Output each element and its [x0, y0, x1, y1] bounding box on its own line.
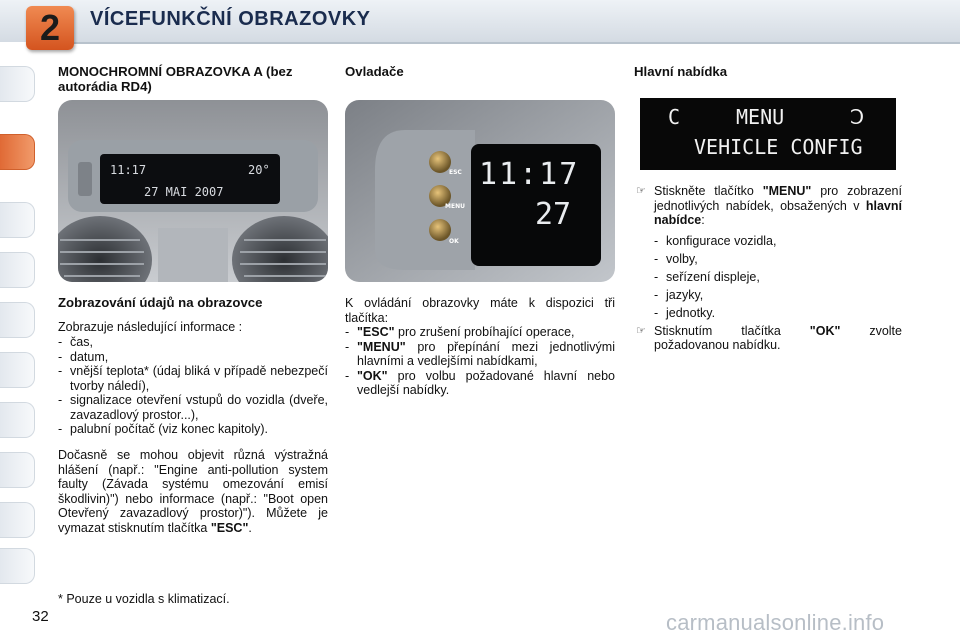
side-tab-5[interactable] — [0, 302, 35, 338]
side-tab-8[interactable] — [0, 452, 35, 488]
section-heading-main-menu: Hlavní nabídka — [634, 64, 728, 79]
footnote: * Pouze u vozidla s klimatizací. — [58, 592, 230, 606]
side-tab-9[interactable] — [0, 502, 35, 538]
list-item: - vnější teplota* (údaj bliká v případě nebezpečí tvorby náledí), — [58, 364, 328, 393]
page-title: VÍCEFUNKČNÍ OBRAZOVKY — [90, 8, 371, 30]
display-menu-text: MENU — [736, 105, 785, 129]
list-item: - jazyky, — [654, 287, 704, 302]
side-tab-1[interactable] — [0, 66, 35, 102]
page-number: 32 — [32, 608, 49, 625]
watermark: carmanualsonline.info — [666, 610, 885, 635]
controls-photo — [345, 100, 615, 282]
list-item: - volby, — [654, 251, 698, 266]
col3-text — [636, 184, 902, 353]
subheading-display-info: Zobrazování údajů na obrazovce — [58, 295, 263, 310]
list-item: - signalizace otevření vstupů do vozidla (dveře, zavazadlový prostor...), — [58, 393, 328, 422]
list-item: - "ESC" pro zrušení probíhající operace, — [345, 325, 575, 339]
display-temp: 20° — [248, 163, 270, 177]
side-tab-2-active[interactable] — [0, 134, 35, 170]
side-tab-4[interactable] — [0, 252, 35, 288]
display-d-mark: Ↄ — [850, 105, 865, 129]
display-clock-large: 11:17 — [479, 157, 580, 192]
list-item: - palubní počítač (viz konec kapitoly). — [58, 422, 269, 436]
menu-button-label: MENU — [445, 203, 465, 210]
list-item: - čas, — [58, 335, 93, 349]
list-item: - "MENU" pro přepínání mezi jednotlivými hlavními a vedlejšími nabídkami, — [345, 339, 615, 368]
display-c-mark: C — [668, 105, 681, 129]
pointing-hand-icon: ☞ — [636, 185, 646, 197]
display-value-large: 27 — [535, 197, 572, 232]
instruction-menu: ☞ Stiskněte tlačítko "MENU" pro zobrazení jednotlivých nabídek, obsažených v hlavní nabídce: — [636, 184, 902, 227]
dashboard-photo-monochrome — [58, 100, 328, 282]
instruction-ok: ☞ Stisknutím tlačítka "OK" zvolte požadovanou nabídku. — [636, 323, 902, 352]
section-heading-controls: Ovladače — [345, 64, 404, 79]
side-tab-7[interactable] — [0, 402, 35, 438]
col2-button-list — [345, 325, 615, 398]
side-tab-10[interactable] — [0, 548, 35, 584]
pointing-hand-icon: ☞ — [636, 324, 646, 337]
side-tab-6[interactable] — [0, 352, 35, 388]
chapter-number: 2 — [39, 7, 61, 48]
col1-intro: Zobrazuje následující informace : — [58, 320, 243, 334]
list-item: - "OK" pro volbu požadované hlavní nebo vedlejší nabídky. — [345, 368, 615, 397]
side-tab-3[interactable] — [0, 202, 35, 238]
header-divider — [40, 42, 960, 44]
col2-intro: K ovládání obrazovky máte k dispozici tři tlačítka: — [345, 296, 615, 325]
list-item: - seřízení displeje, — [654, 269, 760, 284]
esc-key-label: "ESC" — [210, 520, 249, 535]
section-heading-monochrome: MONOCHROMNÍ OBRAZOVKA A (bez autorádia RD4) — [58, 64, 293, 94]
display-date: 27 MAI 2007 — [144, 185, 224, 199]
ok-button-label: OK — [449, 238, 459, 245]
list-item: - datum, — [58, 349, 109, 364]
list-item: - konfigurace vozidla, — [654, 233, 777, 248]
display-clock: 11:17 — [110, 163, 147, 177]
esc-button-label: ESC — [449, 169, 462, 176]
display-config-text: VEHICLE CONFIG — [694, 135, 863, 159]
menu-items-list — [636, 234, 902, 321]
main-menu-display — [640, 98, 896, 170]
col1-info-list — [58, 335, 328, 437]
list-item: - jednotky. — [654, 305, 716, 320]
col1-paragraph: Dočasně se mohou objevit různá výstražná hlášení (např.: "Engine anti-pollution system faulty (Závada systému omezování emisí škodlivin)") nebo informace (např.: "Boot open Otevřený zavazadlový prostor)"). Můžete je vymazat stisknutím tlačítka "ESC". — [58, 448, 328, 535]
